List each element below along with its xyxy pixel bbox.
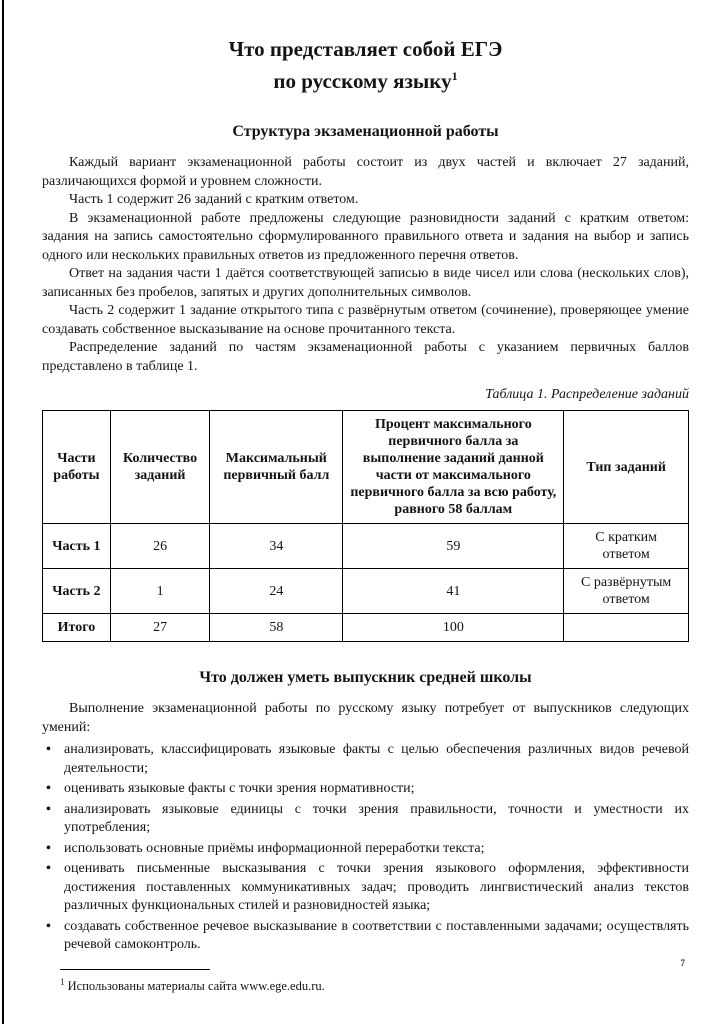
cell-count: 26 (110, 524, 209, 569)
cell-max: 34 (210, 524, 343, 569)
cell-percent: 41 (343, 569, 564, 614)
cell-max: 24 (210, 569, 343, 614)
section-heading-structure: Структура экзаменационной работы (232, 123, 499, 140)
page-number: 7 (680, 958, 685, 968)
footnote-text (42, 974, 689, 994)
cell-max: 58 (210, 614, 343, 642)
header-count: Количество заданий (110, 411, 209, 524)
header-max-score: Максимальный первичный балл (210, 411, 343, 524)
cell-part: Часть 2 (43, 569, 111, 614)
header-percent: Процент максимального первичного балла за выполнение заданий данной части от максимального первичного балла за всю работу, равного 58 баллам (343, 411, 564, 524)
distribution-table (42, 410, 689, 642)
header-parts: Части работы (43, 411, 111, 524)
skill-item: • анализировать, классифицировать языковые факты с целью обеспечения различных видов речевой деятельности; (42, 741, 689, 778)
structure-paragraphs (42, 154, 689, 376)
section-heading-skills: Что должен уметь выпускник средней школы (199, 669, 532, 686)
cell-type (564, 614, 689, 642)
table-row-total (43, 614, 689, 642)
paragraph-variant: Каждый вариант экзаменационной работы состоит из двух частей и включает 27 заданий, различающихся формой и уровнем сложности. (42, 155, 689, 189)
cell-part: Итого (43, 614, 111, 642)
paragraph-task-types: В экзаменационной работе предложены следующие разновидности заданий с кратким ответом: задания на запись самостоятельно сформулированного правильного ответа и задания на выбор и запись одного или нескольких правильных ответов из предложенного перечня ответов. (42, 210, 689, 263)
cell-percent: 100 (343, 614, 564, 642)
table-row (43, 569, 689, 614)
cell-type: С развёрнутым ответом (564, 569, 689, 614)
paragraph-part2: Часть 2 содержит 1 задание открытого типа с развёрнутым ответом (сочинение), проверяющее умение создавать собственное высказывание на основе прочитанного текста. (42, 303, 689, 337)
skill-item: • анализировать языковые единицы с точки зрения правильности, точности и уместности их употребления; (42, 801, 689, 838)
footnote-separator (60, 969, 210, 970)
cell-count: 27 (110, 614, 209, 642)
cell-percent: 59 (343, 524, 564, 569)
footnote-reference: 1 (451, 69, 458, 83)
table-row (43, 524, 689, 569)
header-type: Тип заданий (564, 411, 689, 524)
skill-item: • создавать собственное речевое высказывание в соответствии с поставленными задачами; осуществлять речевой самоконтроль. (42, 918, 689, 955)
skill-item: • оценивать письменные высказывания с точки зрения языкового оформления, эффективности достижения поставленных коммуникативных задач; проводить лингвистический анализ текстов различных функциональных стилей и разновидностей языка; (42, 860, 689, 916)
table-caption: Таблица 1. Распределение заданий (485, 387, 689, 402)
skills-list (42, 741, 689, 955)
title-line-1: Что представляет собой ЕГЭ (228, 37, 503, 61)
footnote-marker: 1 (60, 976, 65, 987)
cell-type: С кратким ответом (564, 524, 689, 569)
paragraph-distribution: Распределение заданий по частям экзаменационной работы с указанием первичных баллов представлено в таблице 1. (42, 340, 689, 374)
page-title (42, 36, 689, 95)
cell-part: Часть 1 (43, 524, 111, 569)
cell-count: 1 (110, 569, 209, 614)
footnote-body: Использованы материалы сайта www.ege.edu.ru. (67, 978, 325, 993)
footnote (42, 969, 689, 994)
paragraph-part1: Часть 1 содержит 26 заданий с кратким ответом. (69, 192, 359, 207)
skill-item: • оценивать языковые факты с точки зрения нормативности; (42, 780, 689, 799)
paragraph-answer-format: Ответ на задания части 1 даётся соответствующей записью в виде чисел или слова (нескольких слов), записанных без пробелов, запятых и других дополнительных символов. (42, 266, 689, 300)
skill-item: • использовать основные приёмы информационной переработки текста; (42, 840, 689, 859)
skills-intro-paragraph: Выполнение экзаменационной работы по русскому языку потребует от выпускников следующих умений: (42, 701, 689, 735)
table-header-row (43, 411, 689, 524)
title-line-2: по русскому языку (273, 69, 452, 93)
